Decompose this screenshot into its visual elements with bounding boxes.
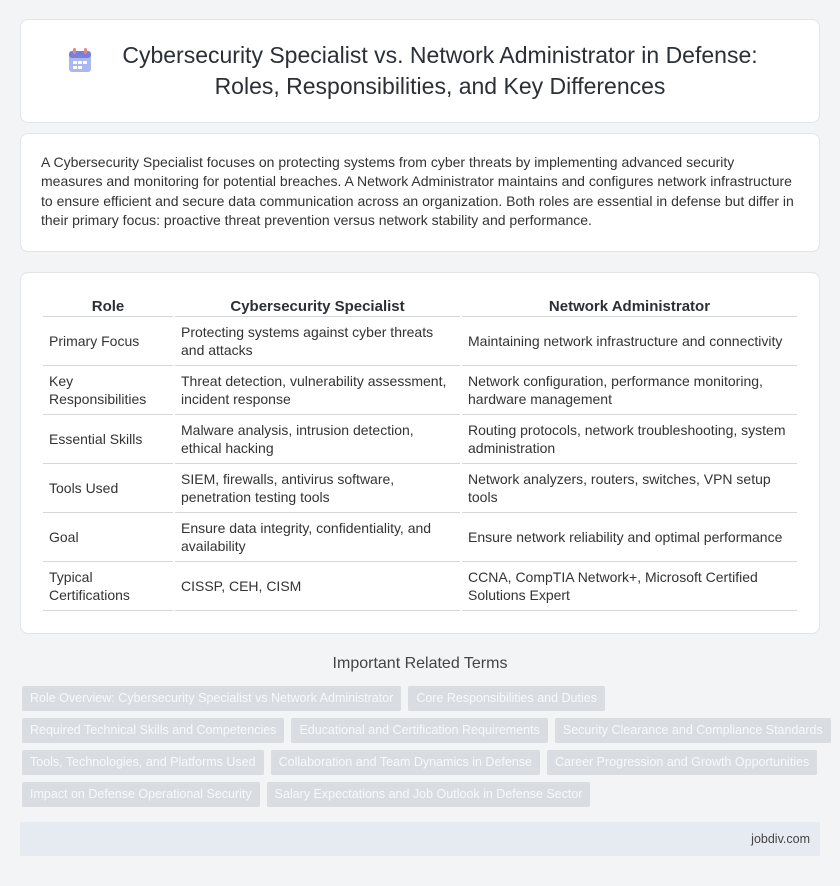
table-cell-network: Network analyzers, routers, switches, VPN setup tools xyxy=(462,464,797,513)
table-row xyxy=(43,317,797,366)
intro-paragraph: A Cybersecurity Specialist focuses on protecting systems from cyber threats by implementing advanced security measures and monitoring for potential breaches. A Network Administrator maintains and configures network infrastructure to ensure efficient and secure data communication across an organization. Both roles are essential in defense but differ in their primary focus: proactive threat prevention versus network stability and performance. xyxy=(41,154,794,229)
table-row xyxy=(43,366,797,415)
header-network-administrator: Network Administrator xyxy=(462,295,797,317)
related-term-tag[interactable]: Tools, Technologies, and Platforms Used xyxy=(22,750,264,775)
footer xyxy=(20,822,820,856)
table-cell-network: CCNA, CompTIA Network+, Microsoft Certified Solutions Expert xyxy=(462,562,797,611)
table-cell-network: Ensure network reliability and optimal performance xyxy=(462,513,797,562)
table-cell-role: Typical Certifications xyxy=(43,562,173,611)
table-cell-cybersecurity: SIEM, firewalls, antivirus software, penetration testing tools xyxy=(175,464,460,513)
tag-row xyxy=(22,718,823,744)
table-header-row xyxy=(43,295,797,317)
related-term-tag[interactable]: Required Technical Skills and Competencies xyxy=(22,718,284,743)
table-cell-role: Key Responsibilities xyxy=(43,366,173,415)
footer-site-link[interactable]: jobdiv.com xyxy=(751,832,810,846)
table-row xyxy=(43,562,797,611)
comparison-table xyxy=(41,295,799,611)
related-term-tag[interactable]: Impact on Defense Operational Security xyxy=(22,782,260,807)
table-cell-network: Maintaining network infrastructure and connectivity xyxy=(462,317,797,366)
related-term-tag[interactable]: Role Overview: Cybersecurity Specialist vs Network Administrator xyxy=(22,686,401,711)
page-title: Cybersecurity Specialist vs. Network Administrator in Defense: Roles, Responsibilities, and Key Differences xyxy=(122,42,758,99)
table-row xyxy=(43,513,797,562)
header-cybersecurity-specialist: Cybersecurity Specialist xyxy=(175,295,460,317)
related-term-tag[interactable]: Salary Expectations and Job Outlook in Defense Sector xyxy=(267,782,591,807)
related-term-tag[interactable]: Educational and Certification Requirements xyxy=(291,718,547,743)
table-cell-cybersecurity: CISSP, CEH, CISM xyxy=(175,562,460,611)
table-cell-role: Primary Focus xyxy=(43,317,173,366)
tag-row xyxy=(22,750,812,776)
table-cell-cybersecurity: Protecting systems against cyber threats and attacks xyxy=(175,317,460,366)
related-term-tag[interactable]: Career Progression and Growth Opportunities xyxy=(547,750,817,775)
related-term-tag[interactable]: Core Responsibilities and Duties xyxy=(408,686,605,711)
table-cell-cybersecurity: Malware analysis, intrusion detection, ethical hacking xyxy=(175,415,460,464)
related-term-tag[interactable]: Collaboration and Team Dynamics in Defense xyxy=(271,750,540,775)
table-cell-role: Essential Skills xyxy=(43,415,173,464)
comparison-card xyxy=(20,272,820,634)
table-cell-cybersecurity: Threat detection, vulnerability assessment, incident response xyxy=(175,366,460,415)
table-cell-cybersecurity: Ensure data integrity, confidentiality, and availability xyxy=(175,513,460,562)
tag-row xyxy=(22,782,812,808)
intro-card xyxy=(20,133,820,252)
table-cell-network: Routing protocols, network troubleshooting, system administration xyxy=(462,415,797,464)
table-row xyxy=(43,464,797,513)
related-terms-list xyxy=(22,686,823,814)
tag-row xyxy=(22,686,812,712)
related-terms-heading: Important Related Terms xyxy=(332,655,508,672)
title-card xyxy=(20,19,820,123)
table-row xyxy=(43,415,797,464)
table-cell-role: Goal xyxy=(43,513,173,562)
table-cell-role: Tools Used xyxy=(43,464,173,513)
table-cell-network: Network configuration, performance monitoring, hardware management xyxy=(462,366,797,415)
header-role: Role xyxy=(43,295,173,317)
related-term-tag[interactable]: Security Clearance and Compliance Standards xyxy=(555,718,831,743)
